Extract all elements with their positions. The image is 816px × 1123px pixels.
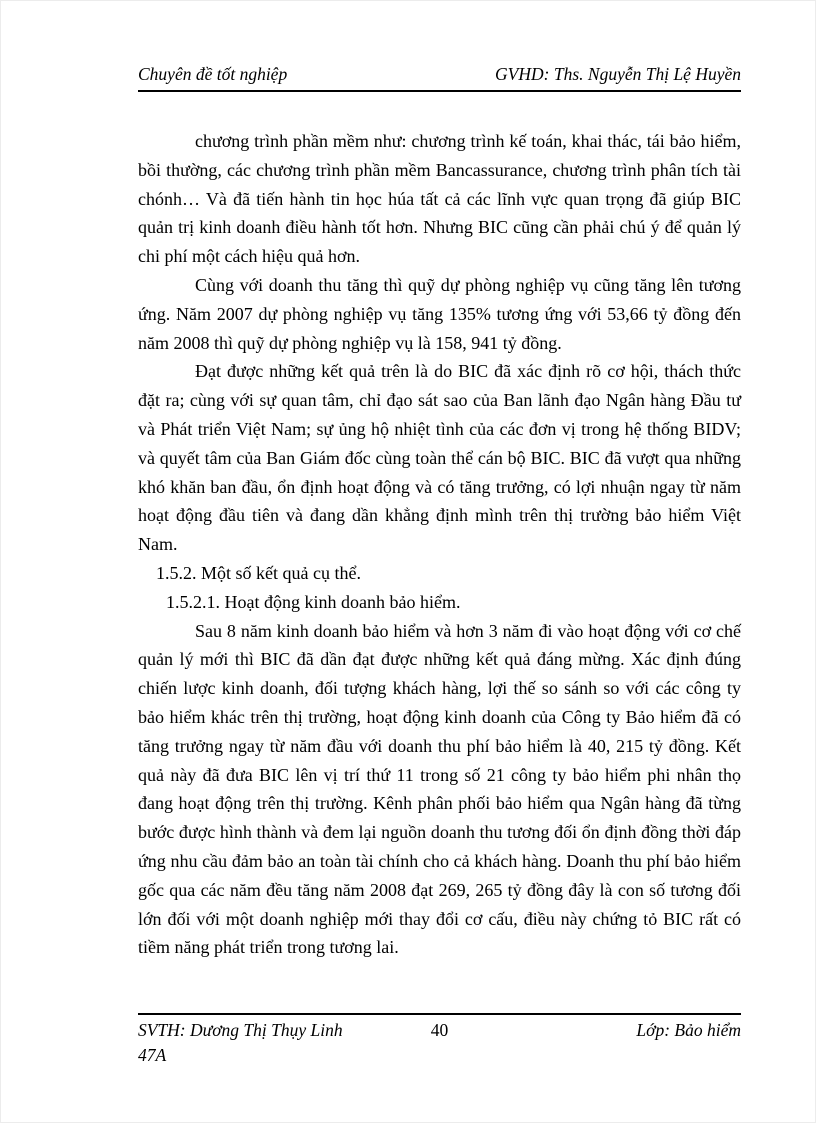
paragraph: chương trình phần mềm như: chương trình kế toán, khai thác, tái bảo hiểm, bồi thường, các chương trình phần mềm Bancassurance, chương trình phân tích tài chónh… Và đã tiến hành tin học húa tất cả các lĩnh vực quan trọng đã giúp BIC quản trị kinh doanh điều hành tốt hơn. Nhưng BIC cũng cần phải chú ý để quản lý chi phí một cách hiệu quả hơn. (138, 131, 741, 267)
paragraph: Cùng với doanh thu tăng thì quỹ dự phòng nghiệp vụ cũng tăng lên tương ứng. Năm 2007 dự phòng nghiệp vụ tăng 135% tương ứng với 53,66 tỷ đồng đến năm 2008 thì quỹ dự phòng nghiệp vụ là 158, 941 tỷ đồng. (138, 274, 741, 353)
header-right-supervisor: GVHD: Ths. Nguyễn Thị Lệ Huyền (495, 64, 741, 84)
footer-author-name: SVTH: Dương Thị Thụy Linh (138, 1020, 343, 1040)
header-left-title: Chuyên đề tốt nghiệp (138, 64, 288, 84)
footer-author-class: 47A (138, 1045, 167, 1065)
page-header (138, 63, 741, 92)
footer-class-label: Lớp: Bảo hiểm (636, 1020, 741, 1040)
paragraph: Đạt được những kết quả trên là do BIC đã xác định rõ cơ hội, thách thức đặt ra; cùng với sự quan tâm, chỉ đạo sát sao của Ban lãnh đạo Ngân hàng Đầu tư và Phát triển Việt Nam; sự ủng hộ nhiệt tình của các đơn vị trong hệ thống BIDV; và quyết tâm của Ban Giám đốc cùng toàn thể cán bộ BIC. BIC đã vượt qua những khó khăn ban đầu, ổn định hoạt động và có tăng trưởng, có lợi nhuận ngay từ năm hoạt động đầu tiên và đang dần khẳng định mình trên thị trường bảo hiểm Việt Nam. (138, 361, 741, 555)
page-footer (138, 1013, 741, 1068)
section-heading: 1.5.2. Một số kết quả cụ thể. (156, 562, 361, 583)
footer-row (138, 1018, 741, 1068)
document-body (138, 127, 741, 962)
page-number: 40 (430, 1020, 449, 1040)
footer-author (138, 1018, 431, 1068)
section-heading: 1.5.2.1. Hoạt động kinh doanh bảo hiểm. (166, 591, 461, 612)
paragraph: Sau 8 năm kinh doanh bảo hiểm và hơn 3 năm đi vào hoạt động với cơ chế quản lý mới thì BIC đã dần đạt được những kết quả đáng mừng. Xác định đúng chiến lược kinh doanh, đối tượng khách hàng, lợi thế so sánh so với các công ty bảo hiểm khác trên thị trường, hoạt động kinh doanh của Công ty Bảo hiểm đã có tăng trưởng ngay từ năm đầu với doanh thu phí bảo hiểm là 40, 215 tỷ đồng. Kết quả này đã đưa BIC lên vị trí thứ 11 trong số 21 công ty bảo hiểm phi nhân thọ đang hoạt động trên thị trường. Kênh phân phối bảo hiểm qua Ngân hàng đã từng bước được hình thành và đem lại nguồn doanh thu tương đối ổn định đồng thời đáp ứng nhu cầu đảm bảo an toàn tài chính cho cả khách hàng. Doanh thu phí bảo hiểm gốc qua các năm đều tăng năm 2008 đạt 269, 265 tỷ đồng đây là con số tương đối lớn đối với một doanh nghiệp mới thay đổi cơ cấu, điều này chứng tỏ BIC rất có tiềm năng phát triển trong tương lai. (138, 620, 741, 958)
